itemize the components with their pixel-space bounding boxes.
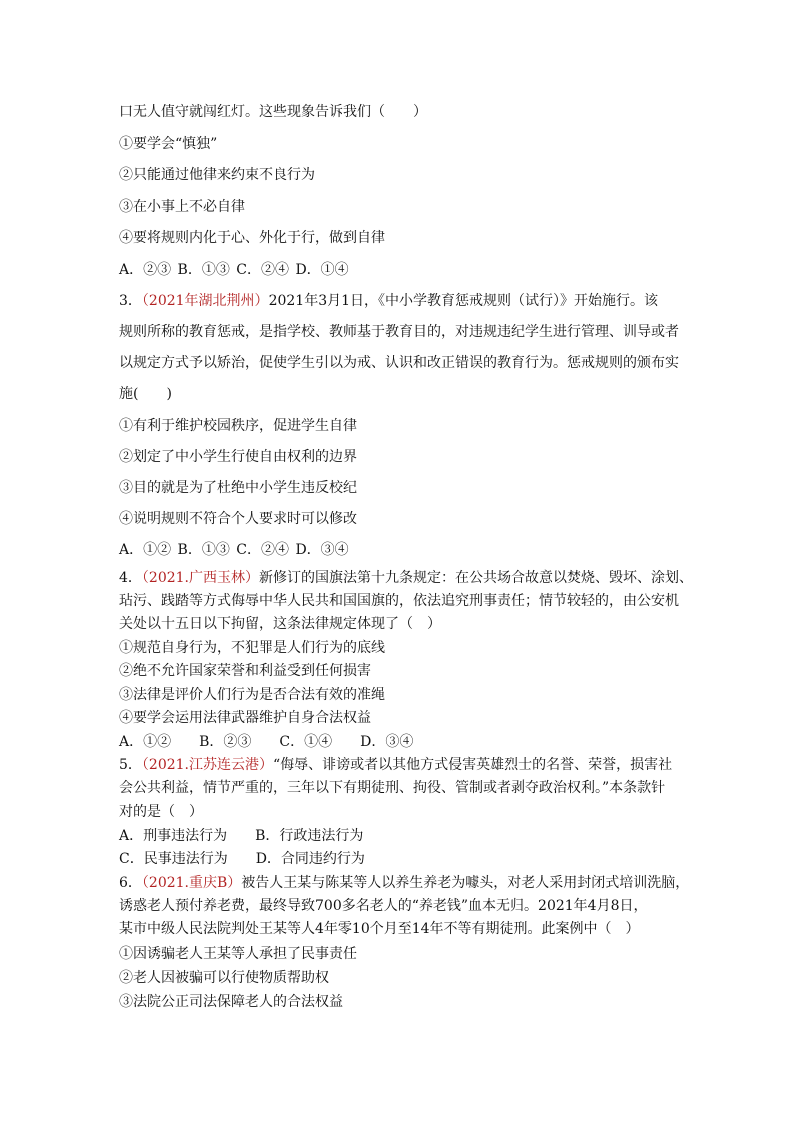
q4-stem-line-1 [119, 569, 693, 587]
q5-stem-line-2: 会公共利益，情节严重的，三年以下有期徒刑、拘役、管制或者剥夺政治权利。”本条款针 [119, 780, 666, 796]
q3-item-3: ③目的就是为了杜绝中小学生违反校纪 [119, 480, 357, 496]
q4-options: A．①② B．②③ C．①④ D．③④ [119, 734, 414, 750]
q3-stem-line-2: 规则所称的教育惩戒，是指学校、教师基于教育目的，对违规违纪学生进行管理、训导或者 [119, 324, 679, 340]
q3-source: （2021年湖北荆州） [141, 293, 269, 309]
q5-options-row-2: C．民事违法行为 D．合同违约行为 [119, 851, 365, 867]
q2-options: A．②③ B．①③ C．②④ D．①④ [119, 262, 349, 278]
q4-item-4: ④要学会运用法律武器维护自身合法权益 [119, 710, 371, 726]
q3-item-1: ①有利于维护校园秩序，促进学生自律 [119, 418, 357, 434]
q3-stem-line-4: 施( ) [119, 386, 172, 402]
q6-item-2: ②老人因被骗可以行使物质帮助权 [119, 970, 329, 986]
q5-stem-line-1 [119, 756, 672, 774]
q3-stem-line-3: 以规定方式予以矫治，促使学生引以为戒、认识和改正错误的教育行为。惩戒规则的颁布实 [119, 355, 679, 371]
q5-stem-text-1: “侮辱、诽谤或者以其他方式侵害英雄烈士的名誉、荣誉，损害社 [273, 757, 673, 773]
q3-options: A．①② B．①③ C．②④ D．③④ [119, 542, 349, 558]
q4-stem-text-1: 新修订的国旗法第十九条规定：在公共场合故意以焚烧、毁坏、涂划、 [259, 570, 694, 586]
q6-stem-line-3: 某市中级人民法院判处王某等人4年零10个月至14年不等有期徒刑。此案例中（ ） [119, 921, 640, 937]
q4-item-2: ②绝不允许国家荣誉和利益受到任何损害 [119, 663, 371, 679]
q2-item-4: ④要将规则内化于心、外化于行，做到自律 [119, 230, 385, 246]
q4-stem-line-2: 玷污、践踏等方式侮辱中华人民共和国国旗的，依法追究刑事责任；情节较轻的，由公安机 [119, 593, 679, 609]
q6-item-3: ③法院公正司法保障老人的合法权益 [119, 994, 343, 1010]
q6-item-1: ①因诱骗老人王某等人承担了民事责任 [119, 946, 357, 962]
q3-stem-line-1 [119, 292, 658, 310]
q3-number: 3． [119, 293, 142, 309]
q6-stem-line-1 [119, 874, 689, 892]
q6-source: （2021.重庆B） [141, 875, 242, 891]
q5-stem-line-3: 对的是（ ） [119, 804, 203, 820]
q4-item-1: ①规范自身行为，不犯罪是人们行为的底线 [119, 640, 385, 656]
q4-stem-line-3: 关处以十五日以下拘留，这条法律规定体现了（ ） [119, 616, 441, 632]
q4-number: 4． [119, 570, 142, 586]
q2-item-2: ②只能通过他律来约束不良行为 [119, 167, 315, 183]
q3-item-4: ④说明规则不符合个人要求时可以修改 [119, 511, 357, 527]
q6-stem-text-1: 被告人王某与陈某等人以养生养老为噱头，对老人采用封闭式培训洗脑， [241, 875, 690, 891]
q2-item-3: ③在小事上不必自律 [119, 199, 245, 215]
q2-stem-tail: 口无人值守就闯红灯。这些现象告诉我们（ ） [119, 104, 427, 120]
q3-item-2: ②划定了中小学生行使自由权利的边界 [119, 449, 357, 465]
q6-stem-line-2: 诱惑老人预付养老费，最终导致700多名老人的“养老钱”血本无归。2021年4月8日， [119, 898, 648, 914]
q4-item-3: ③法律是评价人们行为是否合法有效的准绳 [119, 687, 385, 703]
q3-stem-text-1: 2021年3月1日，《中小学教育惩戒规则（试行）》开始施行。该 [268, 293, 659, 309]
q5-options-row-1: A．刑事违法行为 B．行政违法行为 [119, 828, 364, 844]
q6-number: 6． [119, 875, 142, 891]
q5-source: （2021.江苏连云港） [141, 757, 274, 773]
q4-source: （2021.广西玉林） [141, 570, 260, 586]
q5-number: 5． [119, 757, 142, 773]
q2-item-1: ①要学会“慎独” [119, 136, 218, 152]
